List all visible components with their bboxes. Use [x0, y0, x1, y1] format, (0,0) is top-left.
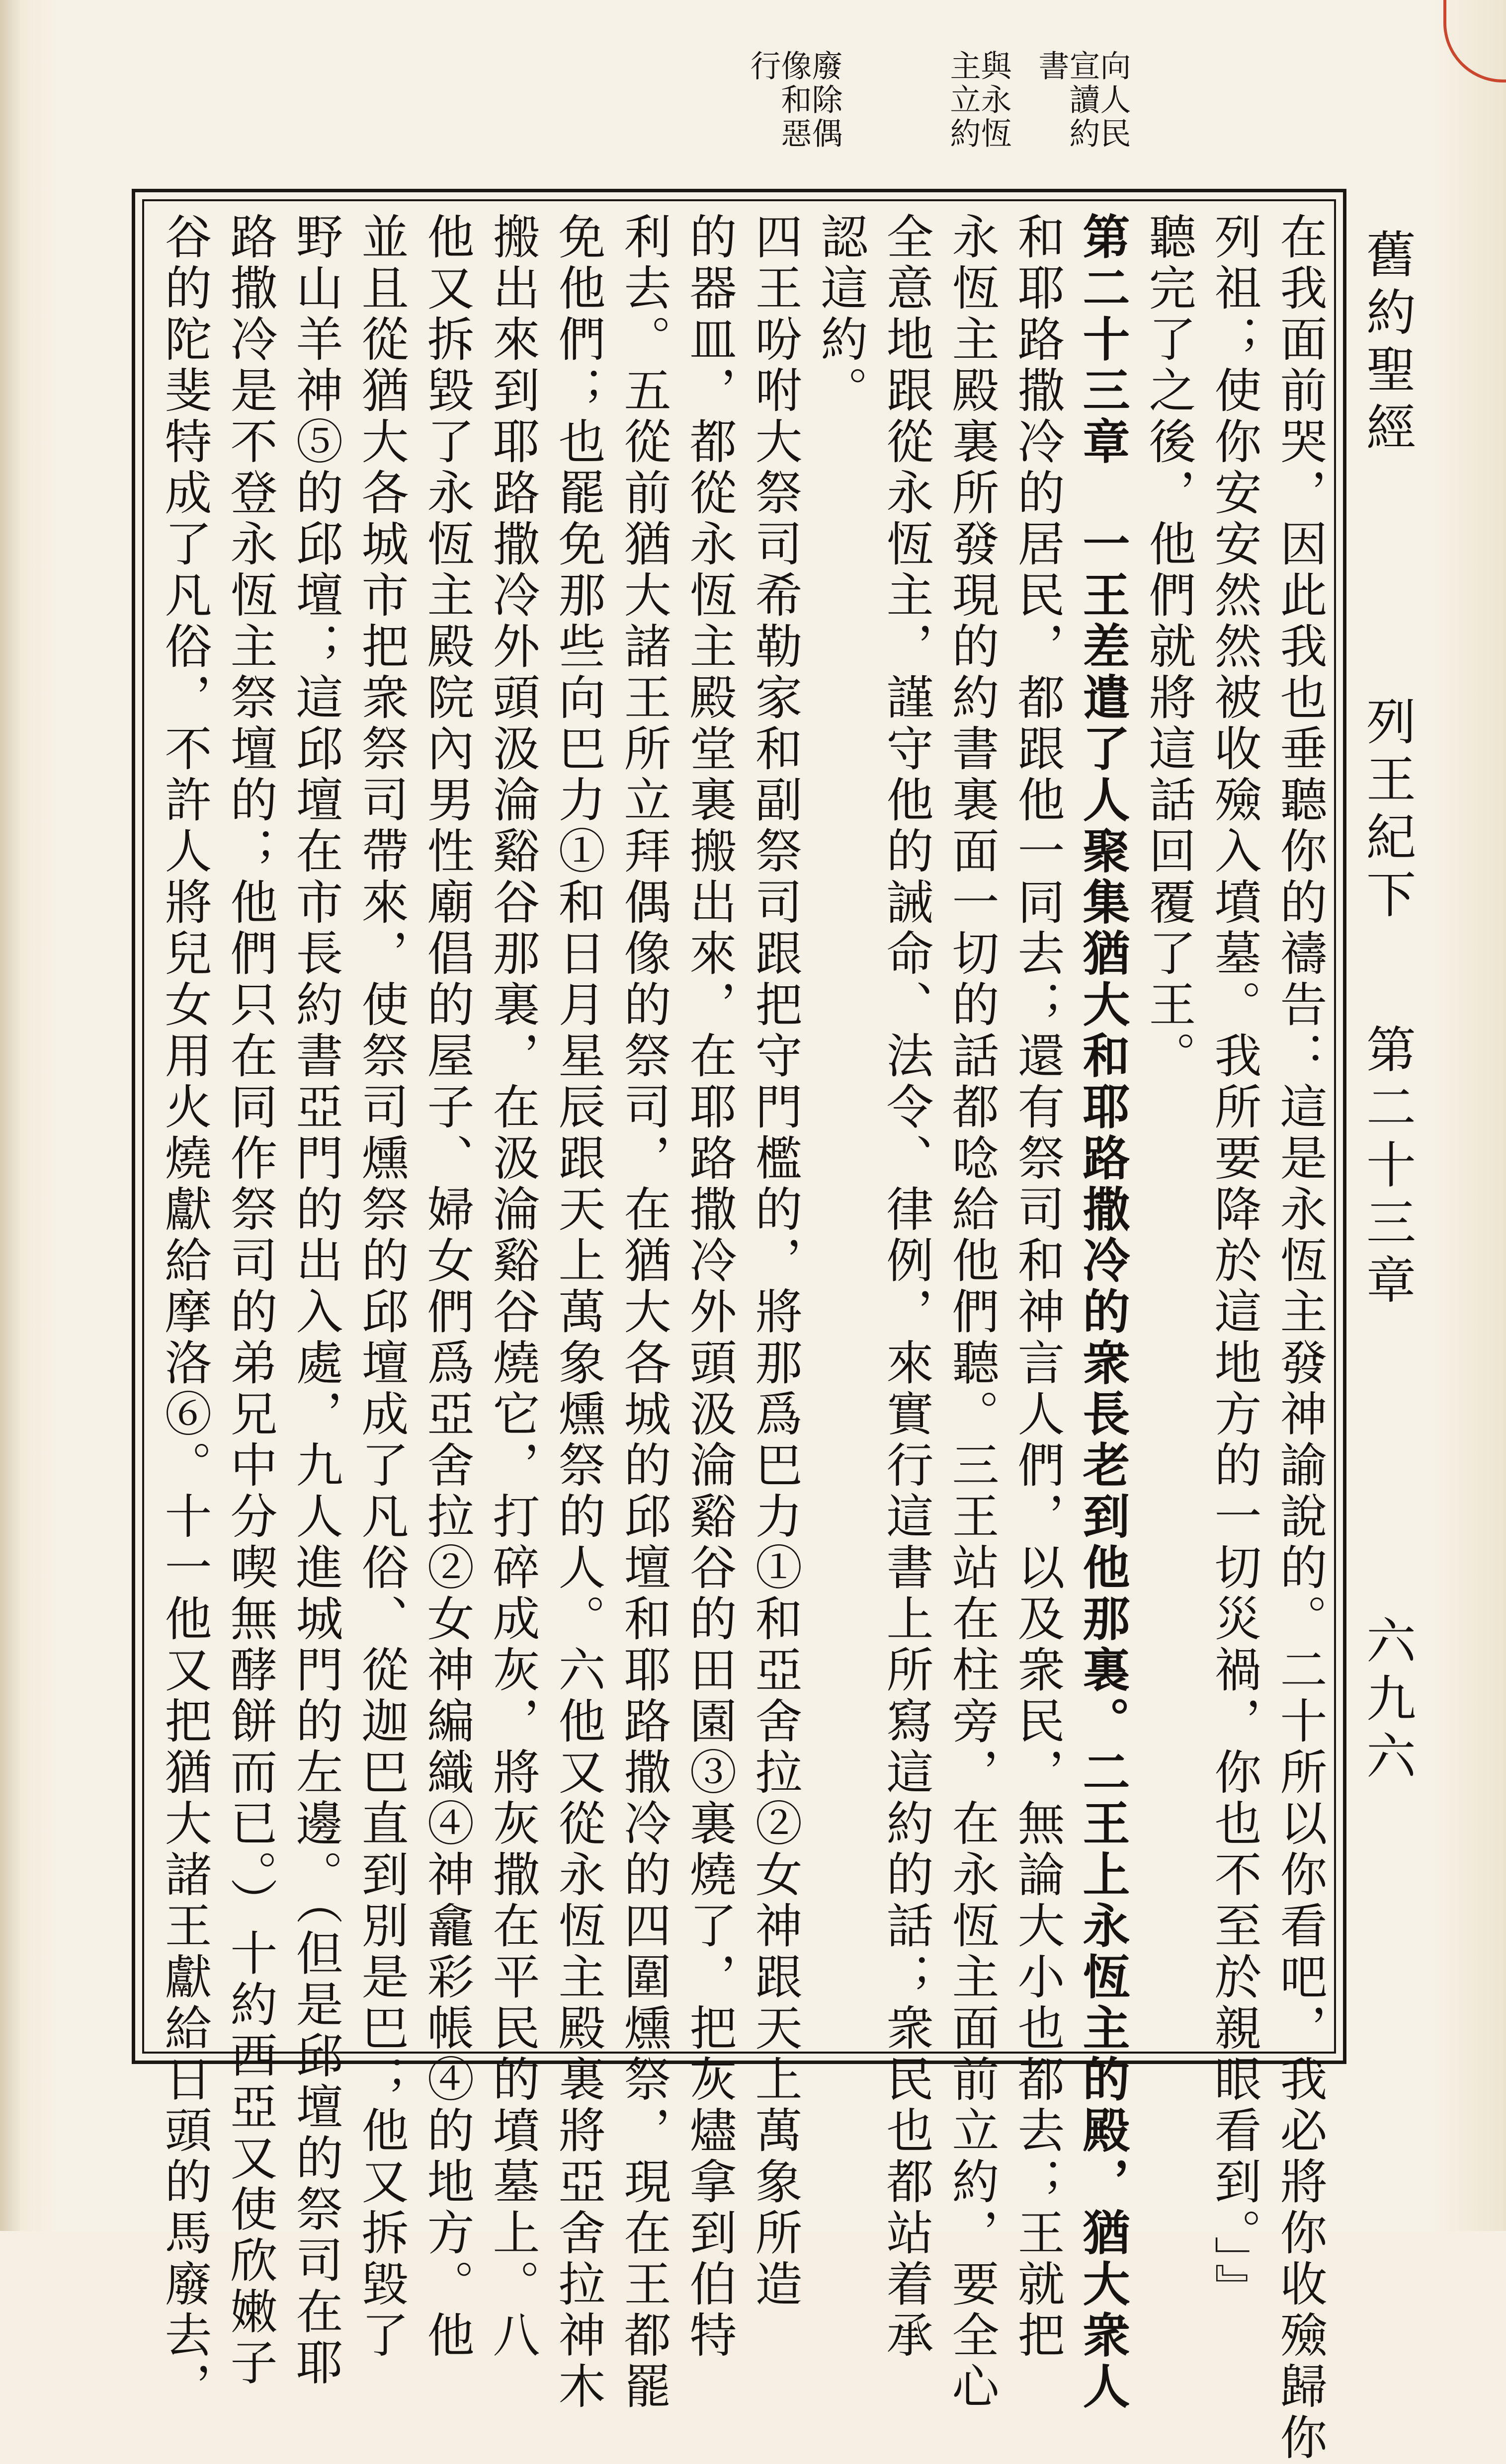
text-line: 四王吩咐大祭司希勒家和副祭司跟把守門檻的，將那爲巴力①和亞舍拉②女神跟天上萬象所造 — [748, 212, 802, 2310]
text-line: 谷的陀斐特成了凡俗，不許人將兒女用火燒獻給摩洛⑥。十一他又把猶大諸王獻給日頭的馬廢去， — [157, 212, 212, 2413]
text-frame — [132, 189, 1346, 2464]
text-line: 全意地跟從永恆主，謹守他的誡命、法令、律例，來實行這書上所寫這約的話；衆民也都站着承 — [879, 212, 933, 2362]
text-line: 野山羊神⑤的邱壇；這邱壇在市長約書亞門的出入處，九人進城門的左邊。（但是邱壇的祭司在耶 — [288, 212, 343, 2389]
text-line: 並且從猶大各城市把衆祭司帶來，使祭司燻祭的邱壇成了凡俗、從迦巴直到別是巴；他又拆毀了 — [354, 212, 409, 2362]
margin-notes — [706, 50, 1131, 179]
book-section: 列王紀下 — [1358, 696, 1416, 926]
text-line: 和耶路撒冷的居民，都跟他一同去；還有祭司和神言人們，以及衆民，無論大小也都去；王就把 — [1010, 212, 1065, 2362]
text-line: 在我面前哭，因此我也垂聽你的禱告：這是永恆主發神諭說的。二十所以你看吧，我必將你收殮歸你 — [1272, 212, 1327, 2464]
chapter-heading: 第二十三章 — [1358, 1024, 1416, 1312]
text-line: 列祖；使你安安然然被收殮入墳墓。我所要降於這地方的一切災禍，你也不至於親眼看到。」』 — [1207, 212, 1261, 2314]
text-line: 永恆主殿裏所發現的約書裏面一切的話都唸給他們聽。三王站在柱旁，在永恆主面前立約，要全心 — [944, 212, 999, 2413]
body-text — [142, 212, 1327, 2464]
text-line: 利去。五從前猶大諸王所立拜偶像的祭司，在猶大各城的邱壇和耶路撒冷的四圍燻祭，現在王都罷 — [616, 212, 671, 2413]
text-line: 免他們；也罷免那些向巴力①和日月星辰跟天上萬象燻祭的人。六他又從永恆主殿裏將亞舍拉神木 — [551, 212, 605, 2413]
binding-edge — [0, 0, 20, 2231]
text-line: 認這約。 — [813, 212, 868, 417]
chapter-start-line: 第二十三章 一王差遣了人聚集猶大和耶路撒冷的衆長老到他那裏。二王上永恆主的殿，猶大衆人 — [1075, 212, 1130, 2413]
margin-note-idols: 廢除偶像和惡行 — [745, 50, 843, 151]
book-title: 舊約聖經 — [1358, 229, 1416, 459]
page-number: 六九六 — [1358, 1615, 1416, 1788]
text-line: 的器皿，都從永恆主殿堂裏搬出來，在耶路撒冷外頭汲淪谿谷的田園③裏燒了，把灰燼拿到伯特 — [682, 212, 737, 2362]
text-line: 他又拆毀了永恆主殿院內男性廟倡的屋子、婦女們爲亞舍拉②女神編織④神龕彩帳④的地方。他 — [419, 212, 474, 2362]
text-line: 路撒冷是不登永恆主祭壇的；他們只在同作祭司的弟兄中分喫無酵餅而已。）十約西亞又使欣嫩子 — [223, 212, 277, 2389]
text-line: 搬出來到耶路撒冷外頭汲淪谿谷那裏，在汲淪谿谷燒它，打碎成灰，將灰撒在平民的墳墓上。八 — [485, 212, 540, 2362]
margin-note-covenant: 與永恆主立約 — [945, 50, 1012, 151]
text-line: 聽完了之後，他們就將這話回覆了王。 — [1141, 212, 1196, 1082]
running-header — [1342, 199, 1422, 2037]
margin-note-proclaim: 向人民宣讀約書 — [1033, 50, 1131, 151]
